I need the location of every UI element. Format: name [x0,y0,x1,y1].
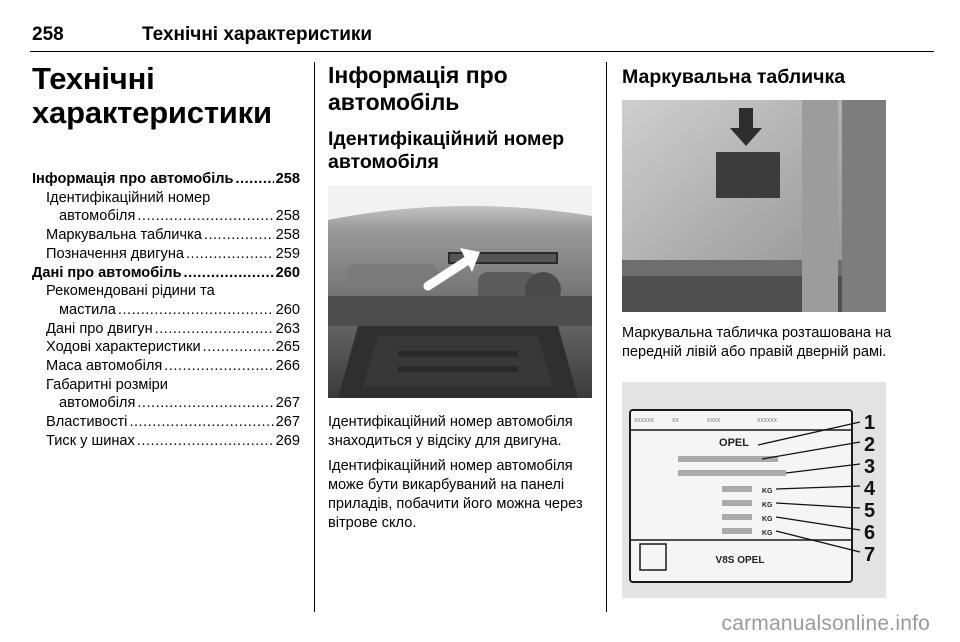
section-title-plate: Маркувальна табличка [622,66,846,88]
svg-text:XX: XX [672,418,679,424]
toc-entry-page: 266 [275,358,300,375]
toc-entry-page: 260 [275,264,300,281]
toc-leader-dots [204,226,274,245]
toc-leader-dots [164,357,273,376]
plate-brand-text: OPEL [719,437,749,449]
door-frame-image [622,100,886,312]
toc-entry[interactable] [32,226,300,245]
vin-paragraph-2: Ідентифікаційний номер автомобіля може бути викарбуваний на панелі приладів, побачити його можна через вітрове скло. [328,458,583,531]
toc-leader-dots [184,264,274,283]
toc-leader-dots [118,301,274,320]
svg-text:XXXX: XXXX [707,418,721,424]
toc-entry[interactable] [32,413,300,432]
toc-entry-page: 258 [275,227,300,244]
toc-leader-dots [203,338,274,357]
svg-text:XXXXXX: XXXXXX [757,418,778,424]
toc-entry-title: Дані про двигун [46,320,153,337]
toc-entry-title: Маса автомобіля [46,358,163,375]
toc-leader-dots [129,413,273,432]
plate-unit: KG [762,530,773,537]
vin-description [328,413,596,532]
right-column [622,66,890,89]
toc-entry-page: 269 [275,432,300,449]
toc-entry-page: 263 [275,320,300,337]
column-divider [606,62,607,612]
chapter-title: Технічні характеристики [32,61,272,130]
plate-caption: Маркувальна табличка розташована на передній лівій або правій дверній рамі. [622,325,892,360]
running-title: Технічні характеристики [142,24,373,45]
toc-entry-title: Маркувальна табличка [46,227,202,244]
column-divider [314,62,315,612]
section-title-vehicle-info: Інформація про автомобіль [328,62,508,115]
toc-entry-title: Інформація про автомобіль [32,171,234,187]
toc-entry-title: Дані про автомобіль [32,264,182,281]
page-header [30,22,934,52]
callout-1: 1 [864,412,876,434]
engine-compartment-image [328,186,592,398]
toc-entry[interactable] [32,432,300,451]
toc-entry-title: Ходові характеристики [46,339,201,356]
plate-unit: KG [762,502,773,509]
watermark: carmanualsonline.info [721,612,930,635]
toc-entry-page: 267 [275,395,300,412]
callout-5: 5 [864,500,876,522]
toc-entry[interactable] [32,207,300,226]
callout-3: 3 [864,456,876,478]
middle-column [328,62,592,174]
toc-entry[interactable]: Ідентифікаційний номер [46,189,211,206]
toc-entry[interactable] [32,320,300,339]
toc-entry[interactable] [32,245,300,264]
toc-entry-page: 258 [275,208,300,225]
toc-entry-title: автомобіля [59,395,136,412]
vin-paragraph-1: Ідентифікаційний номер автомобіля знаходиться у відсіку для двигуна. [328,414,573,449]
callout-4: 4 [864,478,876,500]
toc-entry-title: автомобіля [59,208,136,225]
toc-entry[interactable]: Габаритні розміри [46,376,168,393]
toc-entry[interactable] [32,338,300,357]
toc-leader-dots [137,207,273,226]
toc-entry[interactable]: Рекомендовані рідини та [46,283,215,300]
toc-entry[interactable] [32,264,300,283]
plate-unit: KG [762,516,773,523]
page-number: 258 [32,24,64,45]
toc-entry-title: мастила [59,301,116,318]
callout-2: 2 [864,434,876,456]
toc-entry-page: 258 [275,171,300,187]
toc-entry-page: 265 [275,339,300,356]
toc-entry[interactable] [32,357,300,376]
identification-plate-image [622,382,886,598]
toc-leader-dots [155,320,274,339]
toc-leader-dots [236,170,274,189]
toc-entry-page: 267 [275,414,300,431]
plate-unit: KG [762,488,773,495]
toc-leader-dots [186,245,274,264]
toc-entry-page: 259 [275,245,300,262]
toc-entry[interactable] [32,301,300,320]
callout-7: 7 [864,544,876,566]
toc-entry-title: Властивості [46,414,128,431]
subsection-title-vin: Ідентифікаційний номер автомобіля [328,128,565,173]
table-of-contents [32,170,300,451]
toc-entry[interactable] [32,170,300,189]
toc-entry-title: Тиск у шинах [46,432,135,449]
svg-text:XXXXXX: XXXXXX [634,418,655,424]
toc-leader-dots [137,394,273,413]
left-column [32,62,300,451]
callout-6: 6 [864,522,876,544]
toc-entry-title: Позначення двигуна [46,245,184,262]
toc-leader-dots [137,432,274,451]
toc-entry[interactable] [32,394,300,413]
plate-bottom-text: V8S OPEL [715,555,765,566]
toc-entry-page: 260 [275,301,300,318]
